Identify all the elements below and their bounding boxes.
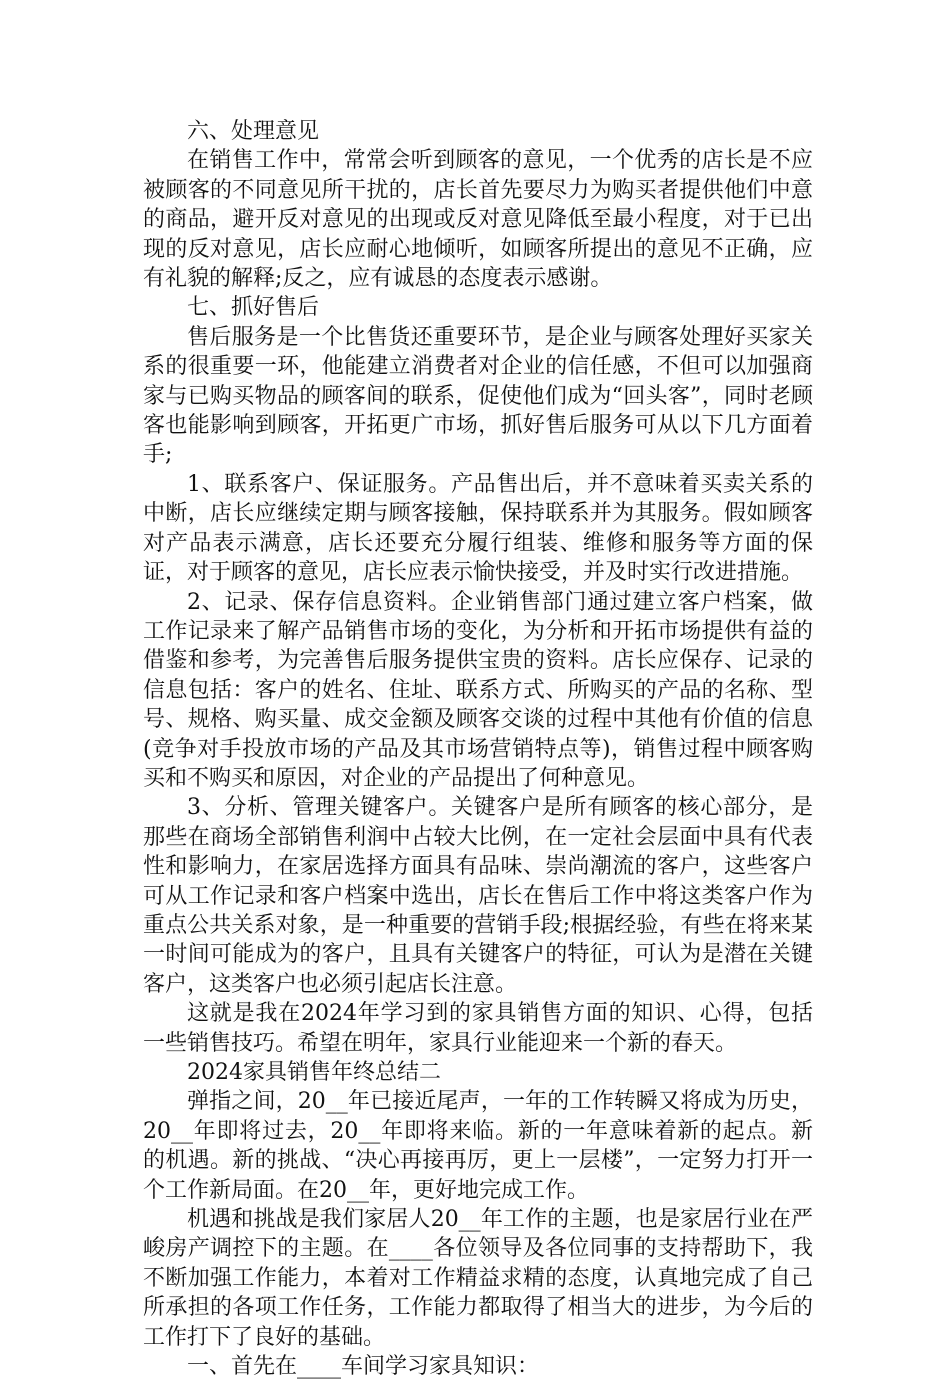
paragraph-opportunities-challenges: 机遇和挑战是我们家居人20__年工作的主题，也是家居行业在严峻房产调控下的主题。在____各位领导及各位同事的支持帮助下，我不断加强工作能力，本着对工作精益求精的态度，认真地完成了自己所承担的各项工作任务，工作能力都取得了相当大的进步，为今后的工作打下了良好的基础。 (143, 1207, 813, 1350)
document-page (143, 117, 813, 1381)
paragraph-key-customers: 3、分析、管理关键客户。关键客户是所有顾客的核心部分，是那些在商场全部销售利润中占较大比例，在一定社会层面中具有代表性和影响力，在家居选择方面具有品味、崇尚潮流的客户，这些客户可从工作记录和客户档案中选出，店长在售后工作中将这类客户作为重点公共关系对象，是一种重要的营销手段;根据经验，有些在将来某一时间可能成为的客户，且具有关键客户的特征，可认为是潜在关键客户，这类客户也必须引起店长注意。 (143, 795, 813, 997)
paragraph-year-end-intro: 弹指之间，20__年已接近尾声，一年的工作转瞬又将成为历史，20__年即将过去，20__年即将来临。新的一年意味着新的起点。新的机遇。新的挑战、“决心再接再厉，更上一层楼”，一定努力打开一个工作新局面。在20__年，更好地完成工作。 (143, 1089, 813, 1203)
paragraph-conclusion: 这就是我在2024年学习到的家具销售方面的知识、心得，包括一些销售技巧。希望在明年，家具行业能迎来一个新的春天。 (143, 1001, 813, 1056)
paragraph-after-sales-intro: 售后服务是一个比售货还重要环节，是企业与顾客处理好买家关系的很重要一环，他能建立消费者对企业的信任感，不但可以加强商家与已购买物品的顾客间的联系，促使他们成为“回头客”，同时老顾客也能影响到顾客，开拓更广市场，抓好售后服务可从以下几方面着手; (143, 324, 813, 468)
section-heading-1: 一、首先在____车间学习家具知识： (187, 1354, 540, 1380)
paragraph-record-information: 2、记录、保存信息资料。企业销售部门通过建立客户档案，做工作记录来了解产品销售市场的变化，为分析和开拓市场提供有益的借鉴和参考，为完善售后服务提供宝贵的资料。店长应保存、记录的信息包括：客户的姓名、住址、联系方式、所购买的产品的名称、型号、规格、购买量、成交金额及顾客交谈的过程中其他有价值的信息(竞争对手投放市场的产品及其市场营销特点等)，销售过程中顾客购买和不购买和原因，对企业的产品提出了何种意见。 (143, 589, 813, 791)
document-subtitle: 2024家具销售年终总结二 (187, 1060, 441, 1085)
section-heading-7: 七、抓好售后 (187, 295, 320, 321)
paragraph-contact-customers: 1、联系客户、保证服务。产品售出后，并不意味着买卖关系的中断，店长应继续定期与顾客接触，保持联系并为其服务。假如顾客对产品表示满意，店长还要充分履行组装、维修和服务等方面的保证，对于顾客的意见，店长应表示愉快接受，并及时实行改进措施。 (143, 471, 813, 586)
paragraph-handle-objections: 在销售工作中，常常会听到顾客的意见，一个优秀的店长是不应被顾客的不同意见所干扰的，店长首先要尽力为购买者提供他们中意的商品，避开反对意见的出现或反对意见降低至最小程度，对于已出现的反对意见，店长应耐心地倾听，如顾客所提出的意见不正确，应有礼貌的解释;反之，应有诚恳的态度表示感谢。 (143, 148, 813, 292)
section-heading-6: 六、处理意见 (187, 119, 320, 144)
